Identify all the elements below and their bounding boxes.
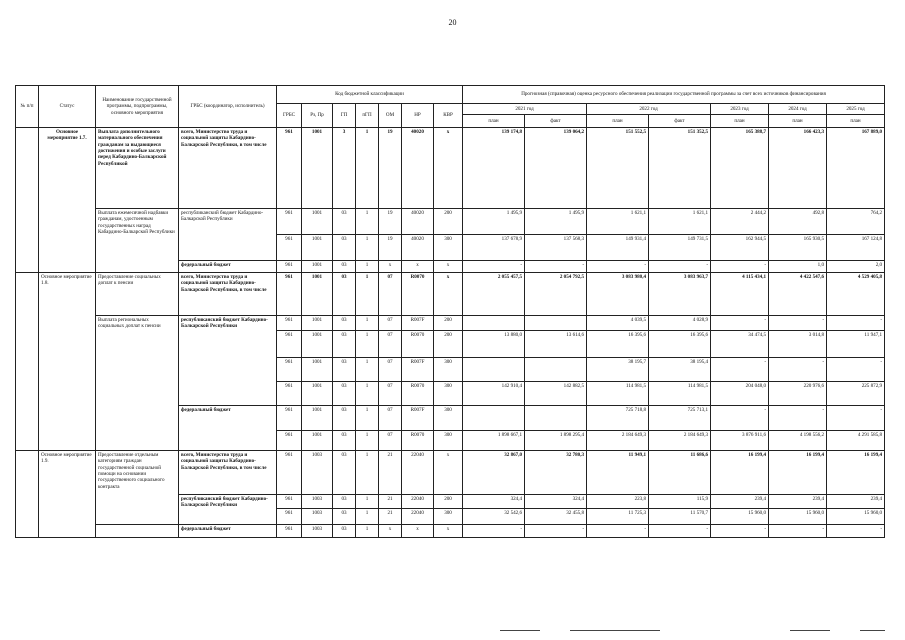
value-cell: 16 199,4 bbox=[769, 451, 827, 495]
code-cell: R007F bbox=[402, 406, 434, 431]
value-cell: - bbox=[827, 525, 885, 538]
value-cell: 15 960,0 bbox=[827, 509, 885, 525]
value-cell: - bbox=[711, 261, 769, 273]
row-status: Основное мероприятие 1.8. bbox=[39, 273, 96, 451]
table-row bbox=[16, 316, 885, 331]
value-cell: 165 930,5 bbox=[769, 235, 827, 261]
code-cell: 07 bbox=[379, 316, 402, 331]
table-row bbox=[16, 128, 885, 209]
code-cell: 961 bbox=[277, 451, 302, 495]
row-name: Предоставление отдельным категориям граждан государственной социальной помощи на основании государственного социального контракта bbox=[96, 451, 179, 525]
code-cell: 1003 bbox=[302, 495, 333, 509]
value-cell: - bbox=[711, 406, 769, 431]
header-code: ГП bbox=[333, 104, 356, 128]
row-grbs: федеральный бюджет bbox=[179, 406, 277, 451]
code-cell: 200 bbox=[434, 316, 463, 331]
code-cell: 1 bbox=[356, 495, 379, 509]
value-cell: 139 174,8 bbox=[463, 128, 525, 209]
value-cell: 3 014,8 bbox=[769, 331, 827, 358]
code-cell: 300 bbox=[434, 235, 463, 261]
value-cell bbox=[525, 316, 587, 331]
row-num bbox=[16, 451, 39, 538]
value-cell bbox=[525, 358, 587, 382]
value-cell: 16 395,6 bbox=[587, 331, 649, 358]
value-cell: 2 444,2 bbox=[711, 209, 769, 235]
code-cell: R0070 bbox=[402, 273, 434, 316]
footer-line bbox=[790, 630, 830, 631]
row-num bbox=[16, 273, 39, 451]
value-cell: - bbox=[525, 525, 587, 538]
value-cell: 11 725,3 bbox=[587, 509, 649, 525]
value-cell: 239,4 bbox=[769, 495, 827, 509]
value-cell bbox=[525, 406, 587, 431]
row-grbs: республиканский бюджет Кабардино-Балкарской Республики bbox=[179, 495, 277, 525]
code-cell: 1 bbox=[356, 451, 379, 495]
value-cell: - bbox=[769, 525, 827, 538]
value-cell: 114 981,5 bbox=[587, 382, 649, 406]
row-grbs: всего, Министерство труда и социальной защиты Кабардино-Балкарской Республики, в том числе bbox=[179, 273, 277, 316]
code-cell: 03 bbox=[333, 431, 356, 451]
code-cell: 07 bbox=[379, 331, 402, 358]
value-cell: 1,0 bbox=[769, 261, 827, 273]
code-cell: 07 bbox=[379, 358, 402, 382]
code-cell: 961 bbox=[277, 358, 302, 382]
code-cell: 961 bbox=[277, 273, 302, 316]
footer-line bbox=[570, 630, 660, 631]
table-body bbox=[16, 128, 885, 538]
value-cell: 149 731,5 bbox=[649, 235, 711, 261]
code-cell: 21 bbox=[379, 495, 402, 509]
code-cell: 961 bbox=[277, 406, 302, 431]
value-cell: 137 568,3 bbox=[525, 235, 587, 261]
page-number: 20 bbox=[448, 18, 457, 27]
row-name: Выплата региональных социальных доплат к пенсии bbox=[96, 316, 179, 451]
value-cell: 142 910,4 bbox=[463, 382, 525, 406]
value-cell: 32 455,8 bbox=[525, 509, 587, 525]
value-cell: 2 184 649,3 bbox=[649, 431, 711, 451]
code-cell: х bbox=[434, 128, 463, 209]
code-cell: 1001 bbox=[302, 128, 333, 209]
code-cell: 1001 bbox=[302, 431, 333, 451]
value-cell: 204 048,0 bbox=[711, 382, 769, 406]
code-cell: 1 bbox=[356, 261, 379, 273]
code-cell: 22040 bbox=[402, 509, 434, 525]
value-cell: 4 198 556,2 bbox=[769, 431, 827, 451]
header-year: 2025 год bbox=[827, 104, 885, 115]
code-cell: 961 bbox=[277, 128, 302, 209]
code-cell: х bbox=[434, 273, 463, 316]
code-cell: 19 bbox=[379, 235, 402, 261]
code-cell: 03 bbox=[333, 358, 356, 382]
value-cell: 114 981,5 bbox=[649, 382, 711, 406]
code-cell: 03 bbox=[333, 525, 356, 538]
code-cell: 03 bbox=[333, 495, 356, 509]
value-cell: 115,9 bbox=[649, 495, 711, 509]
value-cell: 4 115 434,1 bbox=[711, 273, 769, 316]
value-cell: 162 944,5 bbox=[711, 235, 769, 261]
code-cell: х bbox=[434, 451, 463, 495]
code-cell: 961 bbox=[277, 431, 302, 451]
value-cell bbox=[463, 406, 525, 431]
code-cell: 300 bbox=[434, 431, 463, 451]
code-cell: 961 bbox=[277, 509, 302, 525]
code-cell: 03 bbox=[333, 261, 356, 273]
code-cell: 22040 bbox=[402, 451, 434, 495]
value-cell: - bbox=[587, 261, 649, 273]
value-cell: - bbox=[525, 261, 587, 273]
value-cell: 165 388,7 bbox=[711, 128, 769, 209]
value-cell: 225 872,9 bbox=[827, 382, 885, 406]
code-cell: 03 bbox=[333, 406, 356, 431]
value-cell: 239,4 bbox=[827, 495, 885, 509]
row-grbs: федеральный бюджет bbox=[179, 525, 277, 538]
header-year: 2022 год bbox=[587, 104, 711, 115]
value-cell: - bbox=[827, 406, 885, 431]
header-subcol: план bbox=[587, 115, 649, 128]
code-cell: 1 bbox=[356, 209, 379, 235]
code-cell: 03 bbox=[333, 235, 356, 261]
header-status: Статус bbox=[39, 86, 96, 128]
header-name: Наименование государственной программы, подпрограммы, основного мероприятия bbox=[96, 86, 179, 128]
value-cell: 4 291 585,8 bbox=[827, 431, 885, 451]
value-cell bbox=[463, 316, 525, 331]
code-cell: 40020 bbox=[402, 209, 434, 235]
header-code-group: Код бюджетной классификации bbox=[277, 86, 463, 104]
value-cell: 11 947,1 bbox=[827, 331, 885, 358]
value-cell: 2,0 bbox=[827, 261, 885, 273]
code-cell: R0070 bbox=[402, 382, 434, 406]
header-grbs: ГРБС (координатор, исполнитель) bbox=[179, 86, 277, 128]
row-name bbox=[96, 525, 179, 538]
value-cell: 16 199,4 bbox=[711, 451, 769, 495]
code-cell: 03 bbox=[333, 209, 356, 235]
code-cell: 1001 bbox=[302, 331, 333, 358]
header-subcol: факт bbox=[649, 115, 711, 128]
code-cell: 1 bbox=[356, 316, 379, 331]
value-cell: 220 976,6 bbox=[769, 382, 827, 406]
value-cell: - bbox=[711, 358, 769, 382]
value-cell: 15 960,0 bbox=[769, 509, 827, 525]
value-cell: 151 552,5 bbox=[587, 128, 649, 209]
value-cell: 32 780,3 bbox=[525, 451, 587, 495]
header-year: 2021 год bbox=[463, 104, 587, 115]
code-cell: 1003 bbox=[302, 525, 333, 538]
value-cell: 3 083 980,4 bbox=[587, 273, 649, 316]
row-status: Основное мероприятие 1.7. bbox=[39, 128, 96, 273]
code-cell: R0070 bbox=[402, 331, 434, 358]
row-grbs: всего, Министерство труда и социальной защиты Кабардино-Балкарской Республики, в том числе bbox=[179, 451, 277, 495]
code-cell: 1 bbox=[356, 331, 379, 358]
value-cell: 1 495,9 bbox=[463, 209, 525, 235]
code-cell: х bbox=[379, 261, 402, 273]
code-cell: 1 bbox=[356, 406, 379, 431]
value-cell: 11 686,6 bbox=[649, 451, 711, 495]
value-cell: - bbox=[769, 406, 827, 431]
code-cell: R0070 bbox=[402, 431, 434, 451]
table-row bbox=[16, 451, 885, 495]
value-cell: 2 184 649,3 bbox=[587, 431, 649, 451]
code-cell: 21 bbox=[379, 451, 402, 495]
value-cell: 324,4 bbox=[525, 495, 587, 509]
value-cell: 13 614,6 bbox=[525, 331, 587, 358]
code-cell: 19 bbox=[379, 209, 402, 235]
code-cell: 961 bbox=[277, 331, 302, 358]
code-cell: 07 bbox=[379, 273, 402, 316]
value-cell: - bbox=[463, 261, 525, 273]
value-cell: - bbox=[827, 358, 885, 382]
header-num: № п/п bbox=[16, 86, 39, 128]
value-cell: 1 621,1 bbox=[587, 209, 649, 235]
row-grbs: всего, Министерство труда и социальной защиты Кабардино-Балкарской Республики, в том числе bbox=[179, 128, 277, 209]
value-cell: 32 542,6 bbox=[463, 509, 525, 525]
code-cell: 1001 bbox=[302, 235, 333, 261]
value-cell: 324,4 bbox=[463, 495, 525, 509]
header-code: ОМ bbox=[379, 104, 402, 128]
value-cell: - bbox=[769, 316, 827, 331]
code-cell: 40020 bbox=[402, 128, 434, 209]
value-cell: 34 474,5 bbox=[711, 331, 769, 358]
header-code: Рз, Пр bbox=[302, 104, 333, 128]
value-cell: 3 876 911,6 bbox=[711, 431, 769, 451]
code-cell: 200 bbox=[434, 331, 463, 358]
code-cell: 200 bbox=[434, 209, 463, 235]
code-cell: х bbox=[434, 261, 463, 273]
code-cell: 961 bbox=[277, 495, 302, 509]
value-cell: 4 028,9 bbox=[649, 316, 711, 331]
code-cell: 961 bbox=[277, 316, 302, 331]
footer-line bbox=[860, 630, 885, 631]
header-subcol: план bbox=[463, 115, 525, 128]
header-code: КВР bbox=[434, 104, 463, 128]
header-subcol: план bbox=[827, 115, 885, 128]
value-cell: 167 889,0 bbox=[827, 128, 885, 209]
table-row bbox=[16, 525, 885, 538]
value-cell: 1 898 667,1 bbox=[463, 431, 525, 451]
value-cell bbox=[463, 358, 525, 382]
value-cell: 725 713,1 bbox=[649, 406, 711, 431]
code-cell: 1001 bbox=[302, 406, 333, 431]
code-cell: 961 bbox=[277, 209, 302, 235]
code-cell: 1001 bbox=[302, 261, 333, 273]
value-cell: 167 124,8 bbox=[827, 235, 885, 261]
header-subcol: факт bbox=[525, 115, 587, 128]
value-cell: - bbox=[769, 358, 827, 382]
code-cell: 03 bbox=[333, 451, 356, 495]
value-cell: 139 064,2 bbox=[525, 128, 587, 209]
code-cell: 200 bbox=[434, 495, 463, 509]
code-cell: 07 bbox=[379, 431, 402, 451]
value-cell: 4 529 405,8 bbox=[827, 273, 885, 316]
code-cell: 1 bbox=[356, 431, 379, 451]
value-cell: - bbox=[649, 525, 711, 538]
code-cell: 3 bbox=[333, 128, 356, 209]
row-name: Предоставление социальных доплат к пенсии bbox=[96, 273, 179, 316]
row-status: Основное мероприятие 1.9. bbox=[39, 451, 96, 538]
header-year: 2023 год bbox=[711, 104, 769, 115]
code-cell: 961 bbox=[277, 261, 302, 273]
code-cell: 03 bbox=[333, 509, 356, 525]
value-cell: 3 083 963,7 bbox=[649, 273, 711, 316]
code-cell: 40020 bbox=[402, 235, 434, 261]
code-cell: 21 bbox=[379, 509, 402, 525]
header-code: ГРБС bbox=[277, 104, 302, 128]
row-name: Выплата ежемесячной надбавки гражданам, удостоенным государственных наград Кабардино-Балкарской Республики bbox=[96, 209, 179, 273]
header-code: НР bbox=[402, 104, 434, 128]
value-cell: - bbox=[463, 525, 525, 538]
value-cell: 11 570,7 bbox=[649, 509, 711, 525]
header-subcol: план bbox=[769, 115, 827, 128]
row-grbs: федеральный бюджет bbox=[179, 261, 277, 273]
code-cell: 300 bbox=[434, 358, 463, 382]
code-cell: 300 bbox=[434, 509, 463, 525]
code-cell: х bbox=[402, 525, 434, 538]
value-cell: - bbox=[827, 316, 885, 331]
value-cell: - bbox=[587, 525, 649, 538]
value-cell: 15 960,0 bbox=[711, 509, 769, 525]
value-cell: 137 678,9 bbox=[463, 235, 525, 261]
value-cell: 38 195,4 bbox=[649, 358, 711, 382]
value-cell: 16 199,4 bbox=[827, 451, 885, 495]
value-cell: 223,8 bbox=[587, 495, 649, 509]
code-cell: х bbox=[402, 261, 434, 273]
code-cell: 03 bbox=[333, 331, 356, 358]
code-cell: 1 bbox=[356, 273, 379, 316]
row-grbs: республиканский бюджет Кабардино-Балкарской Республики bbox=[179, 316, 277, 406]
code-cell: 1001 bbox=[302, 209, 333, 235]
code-cell: 03 bbox=[333, 382, 356, 406]
value-cell: 725 718,8 bbox=[587, 406, 649, 431]
code-cell: х bbox=[434, 525, 463, 538]
code-cell: 1 bbox=[356, 525, 379, 538]
value-cell: 492,8 bbox=[769, 209, 827, 235]
value-cell: 1 898 295,4 bbox=[525, 431, 587, 451]
code-cell: 07 bbox=[379, 406, 402, 431]
value-cell: 1 495,9 bbox=[525, 209, 587, 235]
code-cell: R007F bbox=[402, 358, 434, 382]
header-subcol: план bbox=[711, 115, 769, 128]
header-year: 2024 год bbox=[769, 104, 827, 115]
value-cell: 239,4 bbox=[711, 495, 769, 509]
code-cell: R007F bbox=[402, 316, 434, 331]
value-cell: 142 882,5 bbox=[525, 382, 587, 406]
code-cell: 03 bbox=[333, 316, 356, 331]
value-cell: - bbox=[711, 525, 769, 538]
code-cell: 1003 bbox=[302, 451, 333, 495]
code-cell: х bbox=[379, 525, 402, 538]
value-cell: - bbox=[711, 316, 769, 331]
code-cell: 1003 bbox=[302, 509, 333, 525]
value-cell: 13 880,0 bbox=[463, 331, 525, 358]
value-cell: 764,2 bbox=[827, 209, 885, 235]
value-cell: 2 055 457,5 bbox=[463, 273, 525, 316]
code-cell: 961 bbox=[277, 235, 302, 261]
code-cell: 1 bbox=[356, 382, 379, 406]
row-grbs: республиканский бюджет Кабардино-Балкарской Республики bbox=[179, 209, 277, 261]
code-cell: 1 bbox=[356, 358, 379, 382]
code-cell: 1 bbox=[356, 128, 379, 209]
code-cell: 300 bbox=[434, 382, 463, 406]
budget-table bbox=[15, 85, 885, 538]
table-header bbox=[16, 86, 885, 128]
value-cell: 166 423,3 bbox=[769, 128, 827, 209]
value-cell: 38 195,7 bbox=[587, 358, 649, 382]
code-cell: 1001 bbox=[302, 382, 333, 406]
footer-line bbox=[500, 630, 540, 631]
table-row bbox=[16, 273, 885, 316]
code-cell: 07 bbox=[379, 382, 402, 406]
header-code: пГП bbox=[356, 104, 379, 128]
value-cell: 11 949,1 bbox=[587, 451, 649, 495]
code-cell: 300 bbox=[434, 406, 463, 431]
row-num bbox=[16, 128, 39, 273]
value-cell: 32 867,0 bbox=[463, 451, 525, 495]
code-cell: 03 bbox=[333, 273, 356, 316]
header-forecast-group: Прогнозная (справочная) оценка ресурсного обеспечения реализации государственной программы за счет всех источников финансирования bbox=[463, 86, 885, 104]
value-cell: 4 039,5 bbox=[587, 316, 649, 331]
budget-table-wrap bbox=[15, 85, 884, 538]
code-cell: 1001 bbox=[302, 316, 333, 331]
value-cell: 151 352,5 bbox=[649, 128, 711, 209]
value-cell: 4 422 547,6 bbox=[769, 273, 827, 316]
code-cell: 1001 bbox=[302, 273, 333, 316]
value-cell: 16 395,6 bbox=[649, 331, 711, 358]
code-cell: 1 bbox=[356, 235, 379, 261]
value-cell: 2 054 792,5 bbox=[525, 273, 587, 316]
value-cell: 1 621,1 bbox=[649, 209, 711, 235]
code-cell: 961 bbox=[277, 382, 302, 406]
code-cell: 22040 bbox=[402, 495, 434, 509]
row-name: Выплата дополнительного материального обеспечения гражданам за выдающиеся достижения и особые заслуги перед Кабардино-Балкарской Республикой bbox=[96, 128, 179, 209]
code-cell: 1 bbox=[356, 509, 379, 525]
value-cell: - bbox=[649, 261, 711, 273]
code-cell: 19 bbox=[379, 128, 402, 209]
table-row bbox=[16, 209, 885, 235]
value-cell: 149 931,4 bbox=[587, 235, 649, 261]
code-cell: 961 bbox=[277, 525, 302, 538]
code-cell: 1001 bbox=[302, 358, 333, 382]
